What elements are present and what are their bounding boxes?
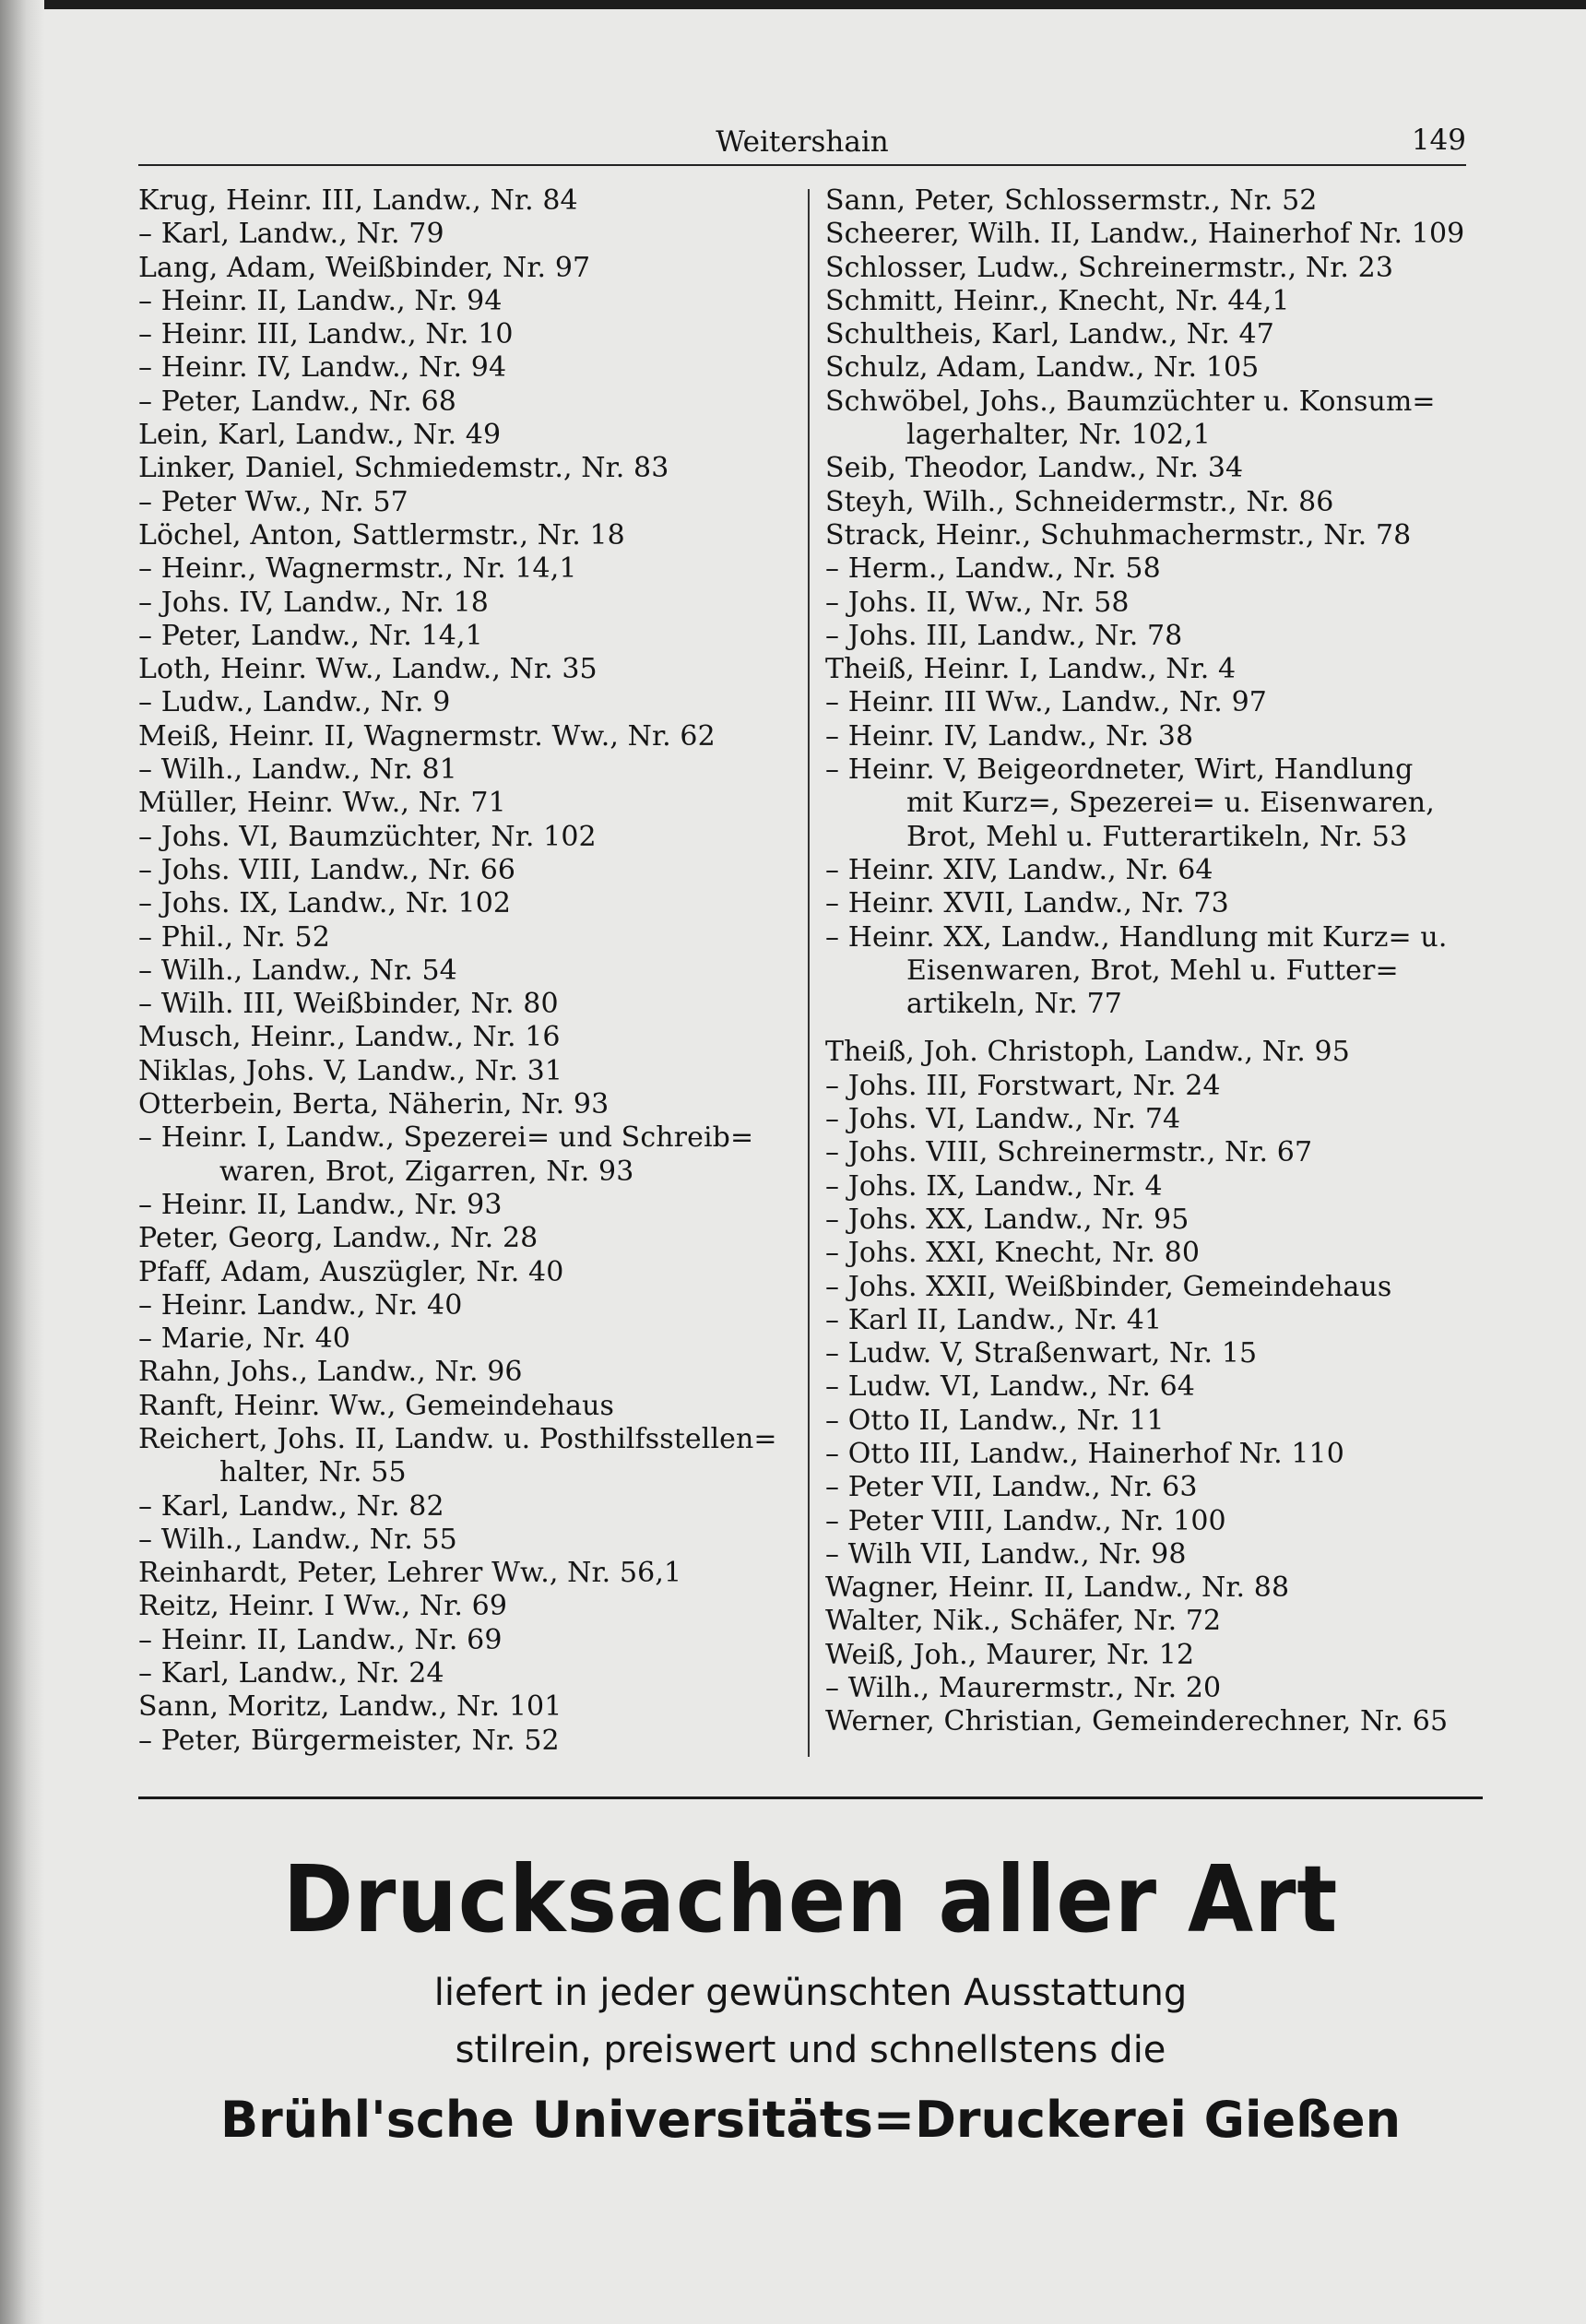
directory-entry: Loth, Heinr. Ww., Landw., Nr. 35: [138, 653, 598, 686]
directory-entry: – Johs. VI, Landw., Nr. 74: [825, 1103, 1181, 1136]
directory-entry: Theiß, Heinr. I, Landw., Nr. 4: [825, 653, 1237, 686]
directory-entry: – Johs. II, Ww., Nr. 58: [825, 586, 1130, 619]
directory-entry: Werner, Christian, Gemeinderechner, Nr. 65: [825, 1705, 1449, 1738]
directory-entry: Seib, Theodor, Landw., Nr. 34: [825, 452, 1244, 485]
directory-entry: – Heinr. IV, Landw., Nr. 38: [825, 719, 1194, 753]
directory-entry: – Karl II, Landw., Nr. 41: [825, 1303, 1163, 1336]
directory-entry: – Ludw., Landw., Nr. 9: [138, 686, 451, 719]
directory-entry: – Wilh., Landw., Nr. 81: [138, 753, 457, 787]
directory-entry: Krug, Heinr. III, Landw., Nr. 84: [138, 184, 578, 217]
directory-entry: Steyh, Wilh., Schneidermstr., Nr. 86: [825, 485, 1334, 518]
left-column: [138, 184, 802, 1758]
running-head: [138, 120, 1466, 166]
directory-entry: Pfaff, Adam, Auszügler, Nr. 40: [138, 1255, 564, 1288]
directory-entry: Müller, Heinr. Ww., Nr. 71: [138, 787, 506, 820]
directory-entry: – Peter VIII, Landw., Nr. 100: [825, 1504, 1226, 1537]
directory-entry: Lein, Karl, Landw., Nr. 49: [138, 419, 502, 452]
directory-entry: – Herm., Landw., Nr. 58: [825, 552, 1161, 586]
directory-entry: Meiß, Heinr. II, Wagnermstr. Ww., Nr. 62: [138, 719, 716, 753]
directory-entry: Schulz, Adam, Landw., Nr. 105: [825, 351, 1260, 385]
directory-entry: – Heinr. II, Landw., Nr. 69: [138, 1623, 503, 1656]
directory-entry: – Karl, Landw., Nr. 82: [138, 1489, 444, 1523]
directory-entry: Schwöbel, Johs., Baumzüchter u. Konsum=: [825, 385, 1436, 418]
directory-entry: Wagner, Heinr. II, Landw., Nr. 88: [825, 1571, 1290, 1605]
running-title: Weitershain: [716, 125, 889, 159]
directory-entry: Löchel, Anton, Sattlermstr., Nr. 18: [138, 518, 625, 551]
directory-entry: – Heinr. Landw., Nr. 40: [138, 1288, 463, 1322]
directory-entry: – Wilh VII, Landw., Nr. 98: [825, 1537, 1187, 1571]
directory-entry: – Johs. VIII, Schreinermstr., Nr. 67: [825, 1136, 1313, 1169]
directory-entry-continuation: lagerhalter, Nr. 102,1: [906, 419, 1211, 452]
directory-entry: – Karl, Landw., Nr. 24: [138, 1657, 444, 1690]
directory-entry-continuation: Eisenwaren, Brot, Mehl u. Futter=: [906, 954, 1399, 987]
directory-entry: – Heinr. XX, Landw., Handlung mit Kurz= u.: [825, 920, 1448, 954]
directory-entry: – Heinr. III Ww., Landw., Nr. 97: [825, 686, 1267, 719]
directory-entry: Reichert, Johs. II, Landw. u. Posthilfsstellen=: [138, 1422, 777, 1455]
directory-entry: – Wilh. III, Weißbinder, Nr. 80: [138, 988, 559, 1021]
directory-entry-continuation: waren, Brot, Zigarren, Nr. 93: [219, 1155, 634, 1188]
directory-entry: – Johs. III, Landw., Nr. 78: [825, 619, 1183, 652]
advertisement-rule: [138, 1796, 1483, 1799]
right-column: [825, 184, 1489, 1739]
directory-entry: – Phil., Nr. 52: [138, 920, 330, 954]
directory-entry-continuation: mit Kurz=, Spezerei= u. Eisenwaren,: [906, 787, 1435, 820]
advertisement: [138, 1835, 1483, 2162]
directory-entry: – Heinr. II, Landw., Nr. 93: [138, 1188, 503, 1221]
directory-entry: Sann, Peter, Schlossermstr., Nr. 52: [825, 184, 1318, 217]
directory-entry: – Heinr. I, Landw., Spezerei= und Schreib=: [138, 1121, 754, 1155]
directory-entry: Walter, Nik., Schäfer, Nr. 72: [825, 1605, 1222, 1638]
directory-entry: – Johs. III, Forstwart, Nr. 24: [825, 1069, 1221, 1102]
directory-entry: – Peter VII, Landw., Nr. 63: [825, 1471, 1198, 1504]
directory-entry: – Peter, Bürgermeister, Nr. 52: [138, 1724, 560, 1757]
directory-entry: Schmitt, Heinr., Knecht, Nr. 44,1: [825, 284, 1290, 317]
directory-entry: – Johs. IX, Landw., Nr. 102: [138, 887, 512, 920]
directory-entry: Reinhardt, Peter, Lehrer Ww., Nr. 56,1: [138, 1557, 682, 1590]
directory-entry: – Heinr. XIV, Landw., Nr. 64: [825, 853, 1213, 886]
column-divider: [808, 189, 810, 1757]
directory-entry: Ranft, Heinr. Ww., Gemeindehaus: [138, 1389, 615, 1422]
directory-entry: Rahn, Johs., Landw., Nr. 96: [138, 1356, 523, 1389]
directory-entry: Strack, Heinr., Schuhmachermstr., Nr. 78: [825, 518, 1412, 551]
directory-entry: Sann, Moritz, Landw., Nr. 101: [138, 1690, 562, 1724]
directory-entry: Otterbein, Berta, Näherin, Nr. 93: [138, 1088, 610, 1121]
directory-entry: – Heinr. II, Landw., Nr. 94: [138, 284, 503, 317]
directory-entry: – Heinr. III, Landw., Nr. 10: [138, 318, 514, 351]
directory-entry: Weiß, Joh., Maurer, Nr. 12: [825, 1638, 1195, 1671]
directory-entry: – Heinr. V, Beigeordneter, Wirt, Handlung: [825, 753, 1414, 787]
directory-entry: – Johs. XXII, Weißbinder, Gemeindehaus: [825, 1270, 1392, 1303]
directory-entry: – Marie, Nr. 40: [138, 1322, 350, 1356]
directory-entry: – Johs. IX, Landw., Nr. 4: [825, 1169, 1163, 1203]
directory-entry: Schultheis, Karl, Landw., Nr. 47: [825, 318, 1274, 351]
directory-entry: – Karl, Landw., Nr. 79: [138, 218, 444, 251]
directory-entry: – Ludw. V, Straßenwart, Nr. 15: [825, 1337, 1258, 1370]
directory-entry: Schlosser, Ludw., Schreinermstr., Nr. 23: [825, 251, 1394, 284]
directory-entry: Linker, Daniel, Schmiedemstr., Nr. 83: [138, 452, 669, 485]
directory-entry: Reitz, Heinr. I Ww., Nr. 69: [138, 1590, 508, 1623]
page-number: 149: [1411, 124, 1466, 157]
directory-entry-continuation: halter, Nr. 55: [219, 1456, 407, 1489]
directory-entry: Musch, Heinr., Landw., Nr. 16: [138, 1021, 561, 1054]
directory-entry: – Ludw. VI, Landw., Nr. 64: [825, 1370, 1195, 1404]
ad-line-1: liefert in jeder gewünschten Ausstattung: [433, 1972, 1188, 2014]
directory-entry: – Johs. XXI, Knecht, Nr. 80: [825, 1237, 1201, 1270]
directory-entry: Theiß, Joh. Christoph, Landw., Nr. 95: [825, 1036, 1350, 1069]
directory-entry: – Otto III, Landw., Hainerhof Nr. 110: [825, 1437, 1344, 1470]
directory-entry: – Johs. VIII, Landw., Nr. 66: [138, 853, 516, 886]
directory-entry: – Peter Ww., Nr. 57: [138, 485, 408, 518]
ad-firm-name: Brühl'sche Universitäts=Druckerei Gießen: [219, 2091, 1402, 2149]
directory-entry: – Otto II, Landw., Nr. 11: [825, 1404, 1165, 1437]
header-rule: [138, 164, 1466, 166]
directory-entry: – Wilh., Landw., Nr. 55: [138, 1523, 457, 1556]
directory-entry: – Peter, Landw., Nr. 14,1: [138, 619, 483, 652]
ad-line-2: stilrein, preiswert und schnellstens die: [455, 2029, 1166, 2071]
directory-entry-continuation: artikeln, Nr. 77: [906, 988, 1122, 1021]
directory-entry: – Heinr. XVII, Landw., Nr. 73: [825, 887, 1229, 920]
directory-entry: – Wilh., Maurermstr., Nr. 20: [825, 1672, 1222, 1705]
directory-entry: – Johs. IV, Landw., Nr. 18: [138, 586, 489, 619]
directory-entry: Scheerer, Wilh. II, Landw., Hainerhof Nr. 109: [825, 218, 1465, 251]
directory-entry-continuation: Brot, Mehl u. Futterartikeln, Nr. 53: [906, 820, 1408, 853]
directory-entry: – Johs. XX, Landw., Nr. 95: [825, 1203, 1190, 1236]
ad-headline: Drucksachen aller Art: [282, 1845, 1339, 1953]
directory-entry: – Heinr. IV, Landw., Nr. 94: [138, 351, 507, 385]
directory-entry: – Peter, Landw., Nr. 68: [138, 385, 456, 418]
directory-entry: – Johs. VI, Baumzüchter, Nr. 102: [138, 820, 597, 853]
directory-entry: – Heinr., Wagnermstr., Nr. 14,1: [138, 552, 577, 586]
directory-entry: – Wilh., Landw., Nr. 54: [138, 954, 457, 987]
directory-entry: Niklas, Johs. V, Landw., Nr. 31: [138, 1054, 563, 1087]
directory-entry: Lang, Adam, Weißbinder, Nr. 97: [138, 251, 591, 284]
directory-entry: Peter, Georg, Landw., Nr. 28: [138, 1222, 539, 1255]
